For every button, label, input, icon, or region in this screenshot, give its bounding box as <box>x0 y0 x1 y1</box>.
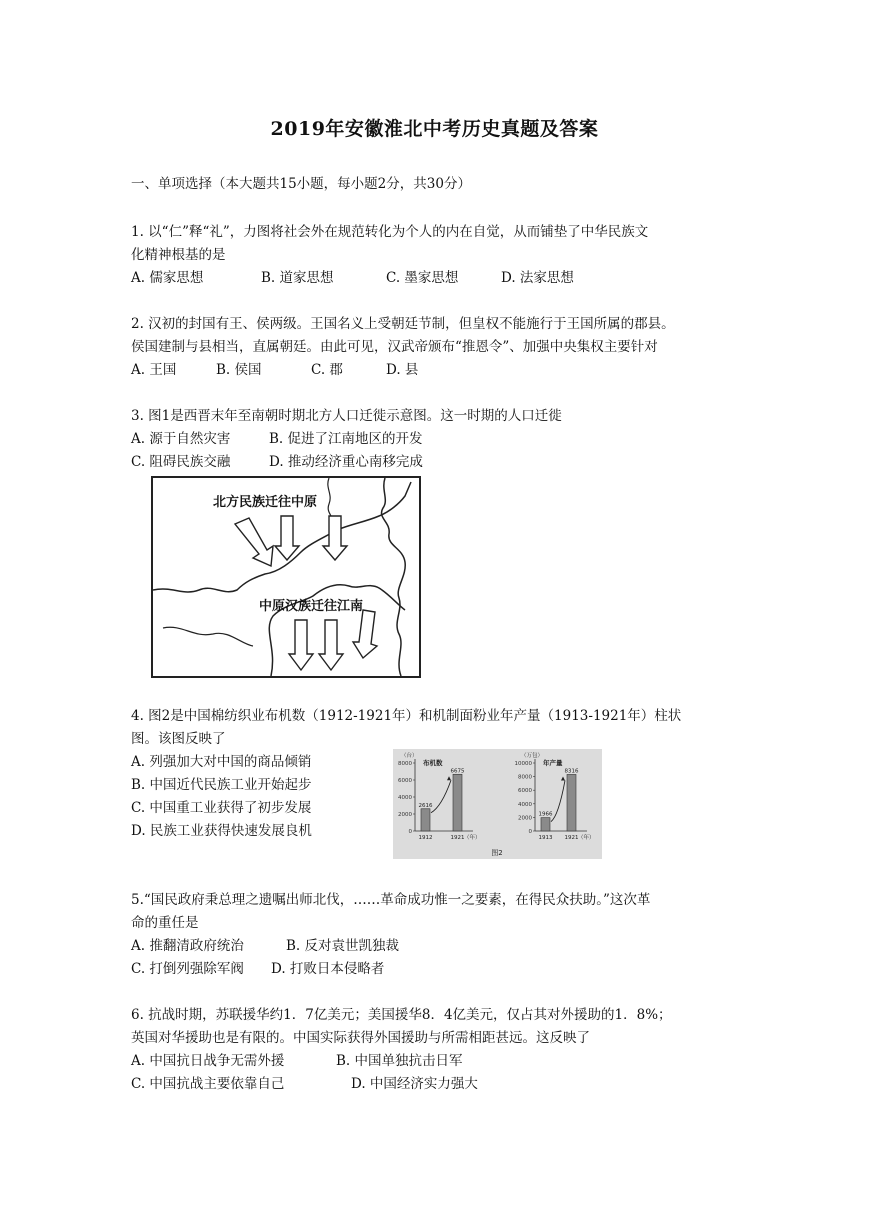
option-b: B. 侯国 <box>216 362 262 378</box>
option-d: D. 民族工业获得快速发展良机 <box>131 823 312 839</box>
option-b: B. 中国单独抗击日军 <box>336 1053 463 1069</box>
option-c: C. 阻碍民族交融 <box>131 454 231 470</box>
bar-value-label: 6675 <box>450 768 465 775</box>
question-4-text-line-1: 4. 图2是中国棉纺织业布机数（1912-1921年）和机制面粉业年产量（1913-1921年）柱状 <box>131 708 682 724</box>
bar-value-label: 8316 <box>564 768 579 775</box>
option-b: B. 道家思想 <box>261 270 334 286</box>
y-tick-label: 6000 <box>518 788 532 795</box>
trend-arrowhead-icon <box>561 776 565 780</box>
arrow-icon <box>319 620 343 670</box>
y-tick-label: 4000 <box>398 795 412 801</box>
y-tick-label: 6000 <box>398 778 412 784</box>
question-5-options-row-2 <box>131 959 384 979</box>
question-1-text-line-1: 1. 以“仁”释“礼”，力图将社会外在规范转化为个人的内在自觉，从而铺垫了中华民族文 <box>131 224 649 240</box>
trend-arrow-icon <box>431 780 451 813</box>
option-a: A. 源于自然灾害 <box>131 431 231 447</box>
arrow-icon <box>275 516 299 560</box>
question-1-text-line-2: 化精神根基的是 <box>131 247 226 263</box>
option-d: D. 法家思想 <box>501 270 574 286</box>
question-6-options-row-1 <box>131 1051 463 1071</box>
question-3-options-row-2 <box>131 452 423 472</box>
option-d: D. 推动经济重心南移完成 <box>269 454 423 470</box>
option-c: C. 墨家思想 <box>386 270 459 286</box>
y-axis-unit-label: （台） <box>401 753 418 759</box>
option-a: A. 儒家思想 <box>131 270 204 286</box>
question-3-text-line-1: 3. 图1是西晋末年至南朝时期北方人口迁徙示意图。这一时期的人口迁徙 <box>131 408 562 424</box>
figure-caption: 图2 <box>491 849 503 857</box>
y-tick-label: 0 <box>528 829 532 835</box>
option-c: C. 中国抗战主要依靠自己 <box>131 1076 285 1092</box>
option-c: C. 中国重工业获得了初步发展 <box>131 800 312 816</box>
question-5-text-line-1: 5.“国民政府秉总理之遗嘱出师北伐，……革命成功惟一之要素，在得民众扶助。”这次革 <box>131 892 651 908</box>
x-tick-label: 1921 <box>450 835 465 841</box>
region-outline <box>163 627 253 646</box>
question-2-options <box>131 360 418 380</box>
bar <box>541 818 550 831</box>
trend-arrow-icon <box>551 780 565 821</box>
map-label-south: 中原汉族迁往江南 <box>259 599 364 614</box>
option-a: A. 中国抗日战争无需外援 <box>131 1053 285 1069</box>
arrow-icon <box>323 516 347 560</box>
option-d: D. 打败日本侵略者 <box>271 961 385 977</box>
chart-title: 布机数 <box>423 759 443 767</box>
y-axis-unit-label: （万包） <box>521 753 544 759</box>
bar-value-label: 1966 <box>538 811 553 818</box>
arrow-icon <box>289 620 313 670</box>
option-a: A. 推翻清政府统治 <box>131 938 244 954</box>
option-b: B. 反对袁世凯独裁 <box>286 938 400 954</box>
option-b: B. 促进了江南地区的开发 <box>269 431 423 447</box>
y-tick-label: 2000 <box>518 815 532 822</box>
question-6-text-line-1: 6. 抗战时期，苏联援华约1．7亿美元；美国援华8．4亿美元，仅占其对外援助的1．8%； <box>131 1007 672 1023</box>
arrow-icon <box>235 518 273 566</box>
y-tick-label: 8000 <box>398 761 412 767</box>
question-2-text-line-1: 2. 汉初的封国有王、侯两级。王国名义上受朝廷节制，但皇权不能施行于王国所属的郡县。 <box>131 316 675 332</box>
question-1-options <box>131 268 574 288</box>
option-a: A. 王国 <box>131 362 177 378</box>
page-title: 2019年安徽淮北中考历史真题及答案 <box>270 118 599 140</box>
chart-title: 年产量 <box>543 759 563 767</box>
y-tick-label: 2000 <box>398 812 412 818</box>
map-label-north: 北方民族迁往中原 <box>213 495 318 510</box>
question-4-text-line-2: 图。该图反映了 <box>131 731 226 747</box>
section-heading: 一、单项选择（本大题共15小题，每小题2分，共30分） <box>131 176 471 192</box>
x-tick-label: 1921 <box>564 835 579 841</box>
option-c: C. 郡 <box>311 362 343 378</box>
y-tick-label: 0 <box>408 829 412 835</box>
bar-chart-figure <box>393 749 602 859</box>
option-c: C. 打倒列强除军阀 <box>131 961 244 977</box>
migration-map <box>153 478 419 676</box>
question-2-text-line-2: 侯国建制与县相当，直属朝廷。由此可见，汉武帝颁布“推恩令”、加强中央集权主要针对 <box>131 339 658 355</box>
bar <box>421 809 430 831</box>
question-5-text-line-2: 命的重任是 <box>131 915 199 931</box>
option-a: A. 列强加大对中国的商品倾销 <box>131 754 312 770</box>
option-b: B. 中国近代民族工业开始起步 <box>131 777 312 793</box>
question-5-options-row-1 <box>131 936 399 956</box>
option-d: D. 中国经济实力强大 <box>351 1076 478 1092</box>
bar <box>453 774 462 831</box>
y-tick-label: 8000 <box>518 774 532 781</box>
bar-charts <box>393 749 602 859</box>
arrow-icon <box>353 610 377 658</box>
question-6-options-row-2 <box>131 1074 478 1094</box>
question-3-options-row-1 <box>131 429 423 449</box>
y-tick-label: 4000 <box>518 801 532 808</box>
y-tick-label: 10000 <box>514 761 532 767</box>
x-axis-unit-label: （年） <box>464 835 481 841</box>
migration-map-figure <box>151 476 421 678</box>
bar <box>567 774 576 831</box>
x-tick-label: 1913 <box>538 835 553 841</box>
x-axis-unit-label: （年） <box>578 835 595 841</box>
option-d: D. 县 <box>386 362 419 378</box>
question-6-text-line-2: 英国对华援助也是有限的。中国实际获得外国援助与所需相距甚远。这反映了 <box>131 1030 590 1046</box>
bar-value-label: 2616 <box>418 802 433 809</box>
x-tick-label: 1912 <box>418 835 433 841</box>
trend-arrowhead-icon <box>447 776 451 780</box>
